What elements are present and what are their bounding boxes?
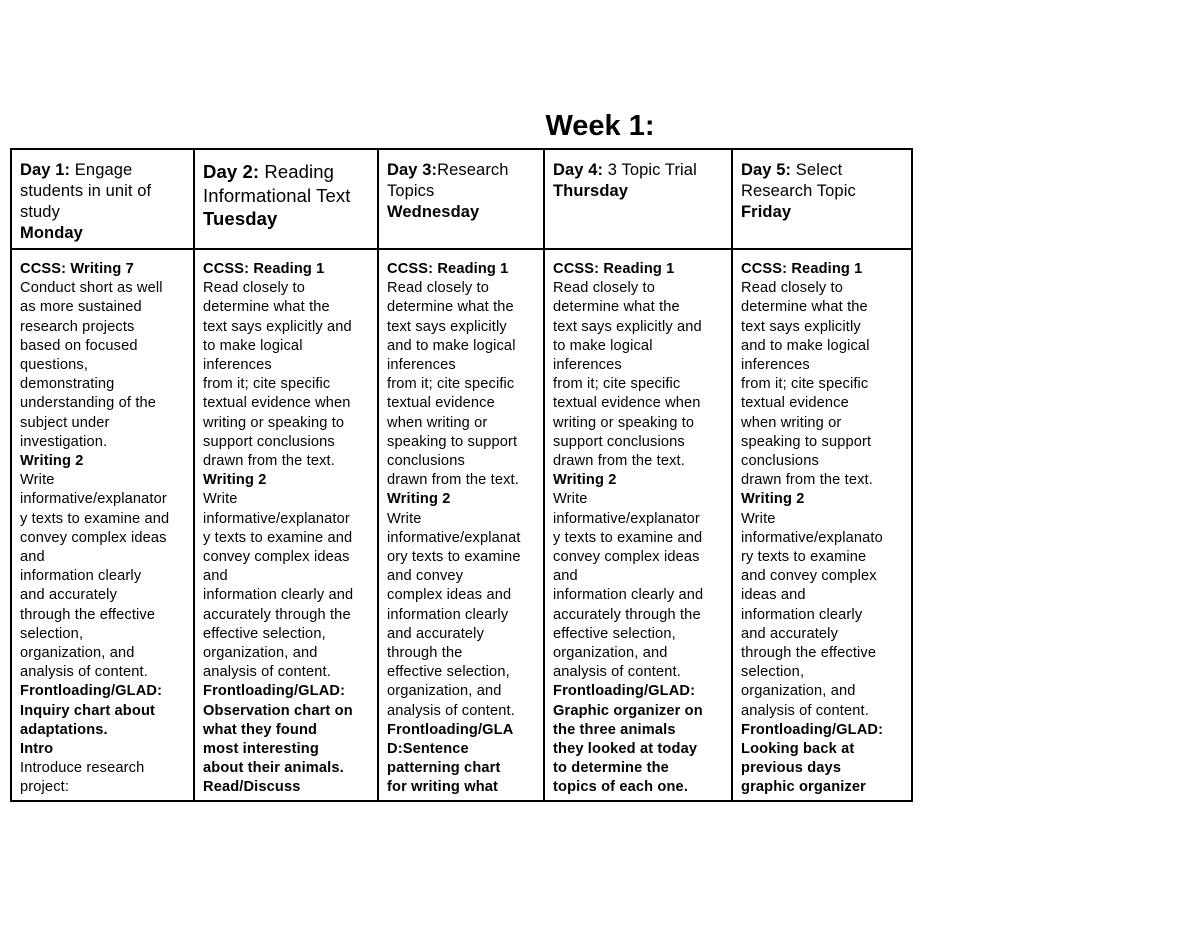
content-row: [11, 249, 912, 801]
day-header-1: [11, 149, 194, 249]
content-heading-line: Writing 2: [203, 472, 267, 489]
day-label: Day 3:: [387, 161, 438, 179]
content-heading-line: D:Sentence: [387, 741, 469, 758]
content-text-line: support conclusions: [553, 433, 685, 450]
content-text-line: when writing or: [741, 414, 842, 431]
content-text-line: information clearly: [387, 606, 509, 623]
day-header-2: [194, 149, 378, 249]
content-text-line: information clearly and: [203, 587, 354, 604]
content-text-line: organization, and: [203, 645, 318, 662]
content-text-line: questions,: [20, 357, 89, 374]
content-text-line: conclusions: [387, 453, 465, 470]
content-text-line: organization, and: [553, 645, 668, 662]
content-heading-line: Frontloading/GLAD:: [553, 683, 696, 700]
content-heading-line: Frontloading/GLAD:: [20, 683, 163, 700]
content-text-line: Read closely to: [387, 280, 490, 297]
weekday: Monday: [20, 224, 83, 242]
content-text-line: and accurately: [387, 625, 485, 642]
content-text-line: information clearly: [20, 568, 142, 585]
day-topic: Engage students in unit of study: [20, 161, 152, 221]
content-heading-line: patterning chart: [387, 760, 501, 777]
content-text-line: ideas and: [741, 587, 806, 604]
day-label: Day 5:: [741, 161, 792, 179]
content-text-line: textual evidence when: [203, 395, 351, 412]
content-text-line: informative/explanator: [203, 510, 350, 527]
content-text-line: Read closely to: [203, 280, 306, 297]
content-text-line: textual evidence: [741, 395, 849, 412]
content-heading-line: topics of each one.: [553, 779, 689, 796]
content-text-line: analysis of content.: [741, 702, 869, 719]
content-text-line: y texts to examine and: [553, 529, 703, 546]
content-text-line: informative/explanator: [20, 491, 167, 508]
day-topic: Select Research Topic: [741, 161, 856, 200]
content-heading-line: they looked at today: [553, 741, 698, 758]
day-topic: Reading Informational Text: [203, 161, 351, 206]
content-text-line: through the: [387, 645, 463, 662]
content-heading-line: CCSS: Reading 1: [387, 261, 509, 277]
content-text-line: organization, and: [20, 645, 135, 662]
content-text-line: informative/explanator: [553, 510, 700, 527]
content-text-line: speaking to support: [741, 433, 872, 450]
content-text-line: effective selection,: [553, 625, 676, 642]
content-text-line: text says explicitly and: [203, 318, 352, 335]
content-text-line: inferences: [553, 357, 622, 374]
content-text-line: determine what the: [203, 299, 330, 316]
content-text-line: drawn from the text.: [203, 453, 335, 470]
content-text-line: subject under: [20, 414, 110, 431]
day-label: Day 2:: [203, 161, 260, 182]
content-text-line: and: [203, 568, 228, 585]
content-heading-line: Frontloading/GLAD:: [741, 721, 884, 738]
day-label: Day 1:: [20, 161, 71, 179]
content-text-line: y texts to examine and: [203, 529, 353, 546]
content-text-line: speaking to support: [387, 433, 518, 450]
content-heading-line: for writing what: [387, 779, 499, 796]
day-content-4: [544, 249, 732, 801]
header-row: [11, 149, 912, 249]
content-text-line: Write: [387, 510, 422, 527]
content-heading-line: Frontloading/GLA: [387, 721, 514, 738]
content-text-line: and accurately: [20, 587, 118, 604]
content-heading-line: Writing 2: [20, 453, 84, 470]
content-text-line: through the effective: [20, 606, 156, 623]
content-text-line: determine what the: [741, 299, 868, 316]
content-text-line: support conclusions: [203, 433, 335, 450]
content-text-line: based on focused: [20, 337, 138, 354]
day-header-4: [544, 149, 732, 249]
content-heading-line: what they found: [203, 721, 318, 738]
content-text-line: and convey complex: [741, 568, 877, 585]
content-text-line: writing or speaking to: [203, 414, 345, 431]
content-text-line: analysis of content.: [203, 664, 331, 681]
content-text-line: from it; cite specific: [741, 376, 869, 393]
content-text-line: determine what the: [387, 299, 514, 316]
day-header-3: [378, 149, 544, 249]
content-text-line: text says explicitly and: [553, 318, 702, 335]
content-heading-line: previous days: [741, 760, 842, 777]
content-heading-line: CCSS: Reading 1: [203, 261, 325, 277]
content-text-line: analysis of content.: [20, 664, 148, 681]
content-text-line: from it; cite specific: [553, 376, 681, 393]
content-text-line: inferences: [741, 357, 810, 374]
content-heading-line: adaptations.: [20, 721, 108, 738]
weekday: Wednesday: [387, 203, 480, 221]
weekday: Friday: [741, 203, 792, 221]
content-heading-line: Writing 2: [387, 491, 451, 508]
content-text-line: y texts to examine and: [20, 510, 170, 527]
content-text-line: to make logical: [203, 337, 303, 354]
content-text-line: effective selection,: [387, 664, 510, 681]
content-text-line: convey complex ideas: [553, 549, 700, 566]
content-heading-line: Graphic organizer on: [553, 702, 703, 719]
content-text-line: Introduce research: [20, 760, 145, 777]
content-text-line: convey complex ideas: [203, 549, 350, 566]
content-text-line: Write: [553, 491, 588, 508]
day-topic: 3 Topic Trial: [603, 161, 697, 179]
content-text-line: ry texts to examine: [741, 549, 867, 566]
content-text-line: text says explicitly: [387, 318, 507, 335]
content-text-line: information clearly and: [553, 587, 704, 604]
content-heading-line: Writing 2: [741, 491, 805, 508]
content-text-line: analysis of content.: [553, 664, 681, 681]
content-heading-line: CCSS: Reading 1: [741, 261, 863, 277]
content-text-line: Write: [741, 510, 776, 527]
day-content-1: [11, 249, 194, 801]
content-text-line: determine what the: [553, 299, 680, 316]
content-text-line: research projects: [20, 318, 135, 335]
content-text-line: and: [20, 549, 45, 566]
content-text-line: as more sustained: [20, 299, 142, 316]
content-heading-line: about their animals.: [203, 760, 344, 777]
content-text-line: project:: [20, 779, 70, 796]
content-text-line: inferences: [387, 357, 456, 374]
content-text-line: understanding of the: [20, 395, 157, 412]
content-text-line: through the effective: [741, 645, 877, 662]
content-text-line: and: [553, 568, 578, 585]
content-text-line: organization, and: [741, 683, 856, 700]
content-heading-line: Read/Discuss: [203, 779, 301, 796]
content-text-line: informative/explanato: [741, 529, 883, 546]
content-heading-line: Frontloading/GLAD:: [203, 683, 346, 700]
page-title: Week 1:: [545, 110, 655, 142]
content-text-line: inferences: [203, 357, 272, 374]
content-text-line: to make logical: [553, 337, 653, 354]
content-text-line: information clearly: [741, 606, 863, 623]
content-text-line: Conduct short as well: [20, 280, 163, 297]
content-text-line: writing or speaking to: [553, 414, 695, 431]
content-heading-line: Observation chart on: [203, 702, 353, 719]
content-text-line: drawn from the text.: [553, 453, 685, 470]
content-text-line: Read closely to: [741, 280, 844, 297]
day-content-5: [732, 249, 912, 801]
day-header-5: [732, 149, 912, 249]
content-text-line: Write: [20, 472, 55, 489]
weekday: Thursday: [553, 182, 629, 200]
content-text-line: organization, and: [387, 683, 502, 700]
content-heading-line: Looking back at: [741, 741, 855, 758]
content-text-line: and to make logical: [387, 337, 516, 354]
content-text-line: from it; cite specific: [203, 376, 331, 393]
content-heading-line: Inquiry chart about: [20, 702, 156, 719]
content-text-line: text says explicitly: [741, 318, 861, 335]
content-text-line: convey complex ideas: [20, 529, 167, 546]
content-heading-line: Intro: [20, 741, 54, 758]
content-text-line: textual evidence when: [553, 395, 701, 412]
content-text-line: selection,: [741, 664, 805, 681]
content-text-line: accurately through the: [203, 606, 351, 623]
content-text-line: complex ideas and: [387, 587, 512, 604]
content-heading-line: to determine the: [553, 760, 669, 777]
content-heading-line: CCSS: Writing 7: [20, 261, 134, 277]
content-text-line: selection,: [20, 625, 84, 642]
content-text-line: from it; cite specific: [387, 376, 515, 393]
content-heading-line: graphic organizer: [741, 779, 867, 796]
content-text-line: conclusions: [741, 453, 819, 470]
content-heading-line: Writing 2: [553, 472, 617, 489]
content-text-line: Write: [203, 491, 238, 508]
content-text-line: drawn from the text.: [741, 472, 873, 489]
content-text-line: textual evidence: [387, 395, 495, 412]
content-text-line: Read closely to: [553, 280, 656, 297]
day-label: Day 4:: [553, 161, 604, 179]
content-text-line: ory texts to examine: [387, 549, 521, 566]
content-text-line: drawn from the text.: [387, 472, 519, 489]
weekday: Tuesday: [203, 208, 278, 229]
weekly-plan-table: [10, 148, 913, 802]
content-text-line: informative/explanat: [387, 529, 521, 546]
day-content-3: [378, 249, 544, 801]
content-text-line: and accurately: [741, 625, 839, 642]
day-content-2: [194, 249, 378, 801]
content-heading-line: CCSS: Reading 1: [553, 261, 675, 277]
day-topic: Research Topics: [387, 161, 509, 200]
content-text-line: demonstrating: [20, 376, 115, 393]
content-text-line: investigation.: [20, 433, 108, 450]
content-text-line: effective selection,: [203, 625, 326, 642]
content-heading-line: most interesting: [203, 741, 319, 758]
content-text-line: when writing or: [387, 414, 488, 431]
content-text-line: and convey: [387, 568, 464, 585]
content-text-line: accurately through the: [553, 606, 701, 623]
content-text-line: analysis of content.: [387, 702, 515, 719]
content-heading-line: the three animals: [553, 721, 676, 738]
content-text-line: and to make logical: [741, 337, 870, 354]
